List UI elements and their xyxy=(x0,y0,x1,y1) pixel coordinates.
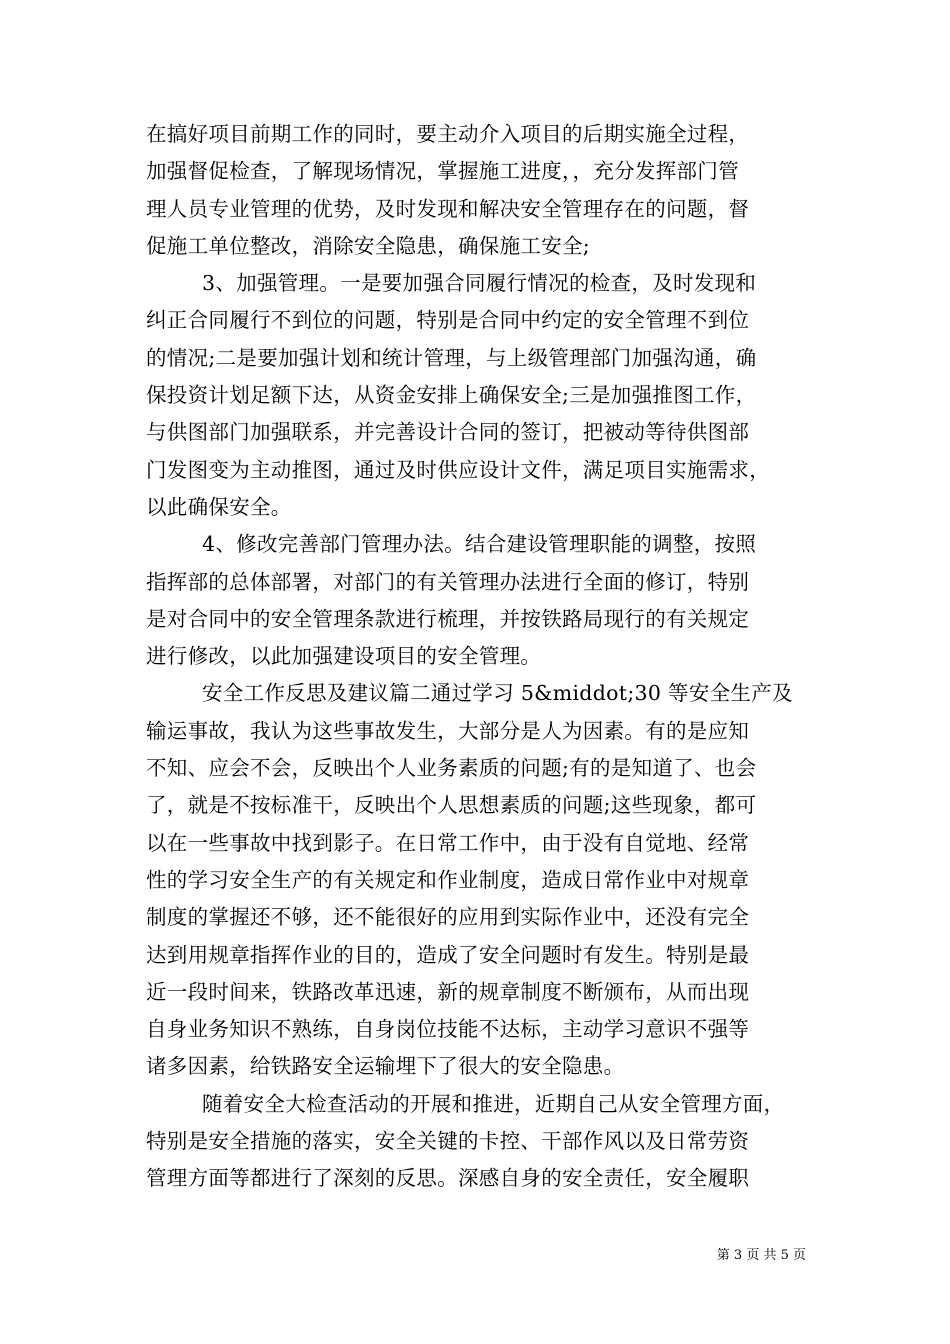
text-line: 保投资计划足额下达，从资金安排上确保安全;三是加强推图工作， xyxy=(146,383,757,408)
text-line: 理人员专业管理的优势，及时发现和解决安全管理存在的问题，督 xyxy=(146,196,750,221)
text-line: 管理方面等都进行了深刻的反思。深感自身的安全责任，安全履职 xyxy=(146,1166,750,1191)
text-line: 近一段时间来，铁路改革迅速，新的规章制度不断颁布，从而出现 xyxy=(146,979,750,1004)
text-line: 不知、应会不会，反映出个人业务素质的问题;有的是知道了、也会 xyxy=(146,756,757,781)
text-line: 性的学习安全生产的有关规定和作业制度，造成日常作业中对规章 xyxy=(146,867,750,892)
text-line: 自身业务知识不熟练，自身岗位技能不达标，主动学习意识不强等 xyxy=(146,1017,750,1042)
text-line: 特别是安全措施的落实，安全关键的卡控、干部作风以及日常劳资 xyxy=(146,1129,750,1154)
text-line: 3、加强管理。一是要加强合同履行情况的检查，及时发现和 xyxy=(202,271,757,296)
text-line: 4、修改完善部门管理办法。结合建设管理职能的调整，按照 xyxy=(202,532,757,557)
text-line: 指挥部的总体部署，对部门的有关管理办法进行全面的修订，特别 xyxy=(146,569,750,594)
text-line: 是对合同中的安全管理条款进行梳理，并按铁路局现行的有关规定 xyxy=(146,606,750,631)
text-line: 的情况;二是要加强计划和统计管理，与上级管理部门加强沟通，确 xyxy=(146,345,757,370)
page-number: 第 3 页 共 5 页 xyxy=(716,1248,806,1263)
text-line: 纠正合同履行不到位的问题，特别是合同中约定的安全管理不到位 xyxy=(146,308,750,333)
text-line: 以在一些事故中找到影子。在日常工作中，由于没有自觉地、经常 xyxy=(146,830,750,855)
text-line: 门发图变为主动推图，通过及时供应设计文件，满足项目实施需求， xyxy=(146,457,770,482)
text-line: 达到用规章指挥作业的目的，造成了安全问题时有发生。特别是最 xyxy=(146,942,750,967)
text-line: 诸多因素，给铁路安全运输埋下了很大的安全隐患。 xyxy=(146,1054,625,1079)
text-line: 以此确保安全。 xyxy=(146,494,292,519)
document-body xyxy=(146,116,826,1198)
text-line: 制度的掌握还不够，还不能很好的应用到实际作业中，还没有完全 xyxy=(146,905,750,930)
text-line: 了，就是不按标准干，反映出个人思想素质的问题;这些现象，都可 xyxy=(146,793,757,818)
text-line: 随着安全大检查活动的开展和推进，近期自己从安全管理方面， xyxy=(202,1091,785,1116)
text-line: 加强督促检查，了解现场情况，掌握施工进度，，充分发挥部门管 xyxy=(146,159,739,184)
text-line: 安全工作反思及建议篇二通过学习 5&middot;30 等安全生产及 xyxy=(202,681,793,706)
text-line: 与供图部门加强联系，并完善设计合同的签订，把被动等待供图部 xyxy=(146,420,750,445)
text-line: 进行修改，以此加强建设项目的安全管理。 xyxy=(146,644,542,669)
text-line: 输运事故，我认为这些事故发生，大部分是人为因素。有的是应知 xyxy=(146,718,750,743)
text-line: 促施工单位整改，消除安全隐患，确保施工安全; xyxy=(146,233,591,258)
text-line: 在搞好项目前期工作的同时，要主动介入项目的后期实施全过程， xyxy=(146,122,750,146)
